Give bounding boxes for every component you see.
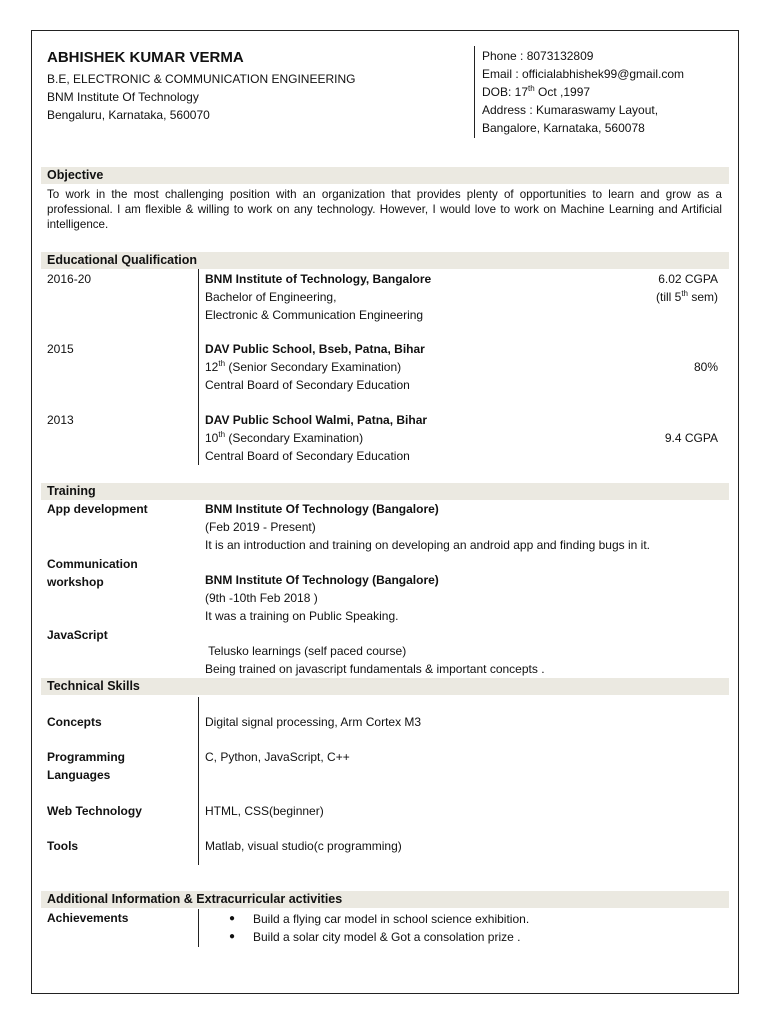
skill-label: Web Technology: [47, 804, 142, 818]
header-institute: BNM Institute Of Technology: [47, 90, 199, 104]
edu-school: DAV Public School Walmi, Patna, Bihar: [205, 413, 428, 427]
training-title: Training: [47, 484, 96, 498]
contact-address-line2: Bangalore, Karnataka, 560078: [482, 121, 645, 135]
bullet-icon: ●: [229, 931, 236, 942]
resume-page: [31, 30, 739, 994]
edu-program: Bachelor of Engineering,: [205, 290, 337, 304]
objective-band: [41, 167, 729, 184]
skill-label: Programming: [47, 750, 126, 764]
edu-score: 6.02 CGPA: [658, 272, 718, 286]
training-org: BNM Institute Of Technology (Bangalore): [205, 573, 439, 587]
skill-value: Digital signal processing, Arm Cortex M3: [205, 715, 422, 729]
additional-title: Additional Information & Extracurricular activities: [47, 892, 343, 906]
edu-board: Central Board of Secondary Education: [205, 378, 410, 392]
skill-label: Concepts: [47, 715, 102, 729]
edu-program: 10th (Secondary Examination): [205, 430, 364, 445]
objective-title: Objective: [47, 168, 104, 182]
edu-year: 2016-20: [47, 272, 92, 286]
edu-school: BNM Institute of Technology, Bangalore: [205, 272, 432, 286]
training-label: App development: [47, 502, 148, 516]
additional-divider: [198, 909, 199, 947]
training-label: workshop: [47, 575, 104, 589]
achievement-item: Build a flying car model in school science exhibition.: [253, 912, 530, 926]
contact-email: Email : officialabhishek99@gmail.com: [482, 67, 685, 81]
training-period: (Feb 2019 - Present): [205, 520, 316, 534]
skills-title: Technical Skills: [47, 679, 140, 693]
achievements-label: Achievements: [47, 911, 129, 925]
bullet-icon: ●: [229, 913, 236, 924]
training-desc: It is an introduction and training on developing an android app and finding bugs in it.: [205, 538, 650, 552]
edu-branch: Electronic & Communication Engineering: [205, 308, 424, 322]
contact-dob: DOB: 17th Oct ,1997: [482, 84, 591, 99]
skills-band: [41, 678, 729, 695]
skill-label: Tools: [47, 839, 79, 853]
objective-text: To work in the most challenging position with an organization that provides plenty of opportunities to learn and grow as a professional. I am flexible & willing to work on any technology. However, I would love to work on Machine Learning and Artificial intelligence.: [47, 188, 722, 231]
training-label: JavaScript: [47, 628, 108, 642]
training-period: (9th -10th Feb 2018 ): [205, 591, 318, 605]
achievement-item: Build a solar city model & Got a consolation prize .: [253, 930, 521, 944]
degree-line: B.E, ELECTRONIC & COMMUNICATION ENGINEERING: [47, 72, 356, 86]
edu-board: Central Board of Secondary Education: [205, 449, 410, 463]
edu-program: 12th (Senior Secondary Examination): [205, 359, 402, 374]
skill-value: C, Python, JavaScript, C++: [205, 750, 350, 764]
contact-phone: Phone : 8073132809: [482, 49, 594, 63]
training-org: Telusko learnings (self paced course): [205, 644, 407, 658]
edu-year: 2013: [47, 413, 74, 427]
skill-value: Matlab, visual studio(c programming): [205, 839, 402, 853]
edu-score: 80%: [693, 360, 718, 374]
contact-divider: [474, 46, 475, 138]
skills-divider: [198, 697, 199, 865]
skill-label: Languages: [47, 768, 111, 782]
training-label: Communication: [47, 557, 138, 571]
skill-value: HTML, CSS(beginner): [205, 804, 324, 818]
edu-year: 2015: [47, 342, 74, 356]
candidate-name: ABHISHEK KUMAR VERMA: [47, 49, 244, 66]
training-desc: It was a training on Public Speaking.: [205, 609, 399, 623]
edu-school: DAV Public School, Bseb, Patna, Bihar: [205, 342, 425, 356]
education-title: Educational Qualification: [47, 253, 198, 267]
edu-score-note: (till 5th sem): [655, 289, 718, 304]
education-divider: [198, 269, 199, 465]
training-desc: Being trained on javascript fundamentals & important concepts .: [205, 662, 545, 676]
training-band: [41, 483, 729, 500]
training-org: BNM Institute Of Technology (Bangalore): [205, 502, 439, 516]
header-location: Bengaluru, Karnataka, 560070: [47, 108, 210, 122]
edu-score: 9.4 CGPA: [664, 431, 718, 445]
contact-address-line1: Address : Kumaraswamy Layout,: [482, 103, 659, 117]
